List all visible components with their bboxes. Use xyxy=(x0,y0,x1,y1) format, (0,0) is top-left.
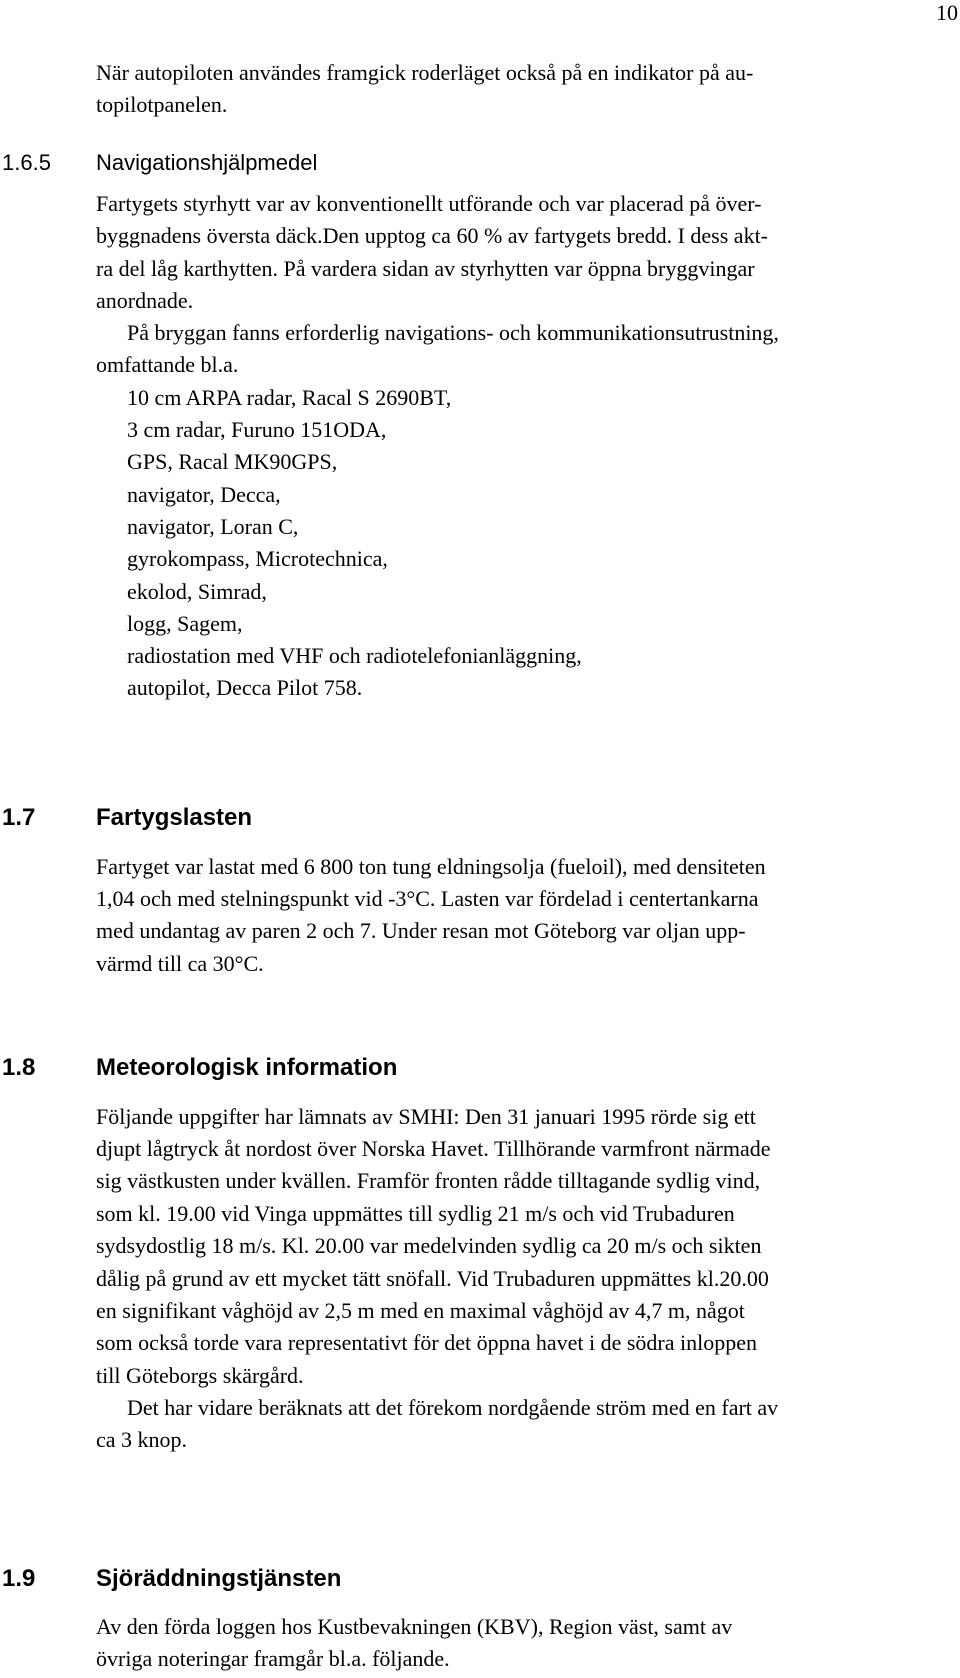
paragraph-line: till Göteborgs skärgård. xyxy=(96,1363,304,1388)
section-number-1-9: 1.9 xyxy=(2,1565,36,1592)
paragraph-line: sig västkusten under kvällen. Framför fronten rådde tilltagande sydlig vind, xyxy=(96,1168,761,1193)
paragraph-line: Av den förda loggen hos Kustbevakningen (KBV), Region väst, samt av xyxy=(96,1614,733,1639)
paragraph-line: anordnade. xyxy=(96,288,194,313)
section-number-1-7: 1.7 xyxy=(2,804,36,831)
paragraph-line: som kl. 19.00 vid Vinga uppmättes till sydlig 21 m/s och vid Trubaduren xyxy=(96,1201,735,1226)
section-number-1-6-5: 1.6.5 xyxy=(2,150,51,175)
section-number-1-8: 1.8 xyxy=(2,1054,36,1081)
paragraph-line: en signifikant våghöjd av 2,5 m med en maximal våghöjd av 4,7 m, något xyxy=(96,1298,745,1323)
equipment-list-item: navigator, Decca, xyxy=(127,482,281,507)
paragraph-line: övriga noteringar framgår bl.a. följande. xyxy=(96,1646,450,1671)
section-title-1-9: Sjöräddningstjänsten xyxy=(96,1565,342,1592)
section-title-1-7: Fartygslasten xyxy=(96,804,253,831)
equipment-list-item: navigator, Loran C, xyxy=(127,514,299,539)
paragraph-line: byggnadens översta däck.Den upptog ca 60 % av fartygets bredd. I dess akt- xyxy=(96,223,769,248)
intro-line: topilotpanelen. xyxy=(96,92,228,117)
paragraph-line: med undantag av paren 2 och 7. Under resan mot Göteborg var oljan upp- xyxy=(96,918,746,943)
intro-line: När autopiloten användes framgick roderläget också på en indikator på au- xyxy=(96,60,754,85)
equipment-list-item: radiostation med VHF och radiotelefonianläggning, xyxy=(127,643,582,668)
section-title-1-6-5: Navigationshjälpmedel xyxy=(96,150,318,175)
equipment-list-item: 3 cm radar, Furuno 151ODA, xyxy=(127,417,387,442)
equipment-list-item: logg, Sagem, xyxy=(127,611,243,636)
section-title-1-8: Meteorologisk information xyxy=(96,1054,398,1081)
paragraph-line: Det har vidare beräknats att det förekom nordgående ström med en fart av xyxy=(127,1395,779,1420)
paragraph-line: ra del låg karthytten. På vardera sidan av styrhytten var öppna bryggvingar xyxy=(96,256,755,281)
page-number: 10 xyxy=(936,0,958,25)
paragraph-line: som också torde vara representativt för det öppna havet i de södra inloppen xyxy=(96,1330,757,1355)
equipment-list-item: GPS, Racal MK90GPS, xyxy=(127,449,338,474)
paragraph-line: Fartygets styrhytt var av konventionellt utförande och var placerad på över- xyxy=(96,191,762,216)
equipment-list-item: autopilot, Decca Pilot 758. xyxy=(127,675,363,700)
equipment-list-item: 10 cm ARPA radar, Racal S 2690BT, xyxy=(127,385,452,410)
equipment-list-item: gyrokompass, Microtechnica, xyxy=(127,546,388,571)
equipment-list-item: ekolod, Simrad, xyxy=(127,579,267,604)
paragraph-line: Fartyget var lastat med 6 800 ton tung eldningsolja (fueloil), med densiteten xyxy=(96,854,766,879)
paragraph-line: ca 3 knop. xyxy=(96,1427,188,1452)
paragraph-line: 1,04 och med stelningspunkt vid -3°C. Lasten var fördelad i centertankarna xyxy=(96,886,759,911)
paragraph-line: omfattande bl.a. xyxy=(96,352,239,377)
paragraph-line: På bryggan fanns erforderlig navigations- och kommunikationsutrustning, xyxy=(127,320,779,345)
paragraph-line: värmd till ca 30°C. xyxy=(96,951,264,976)
paragraph-line: Följande uppgifter har lämnats av SMHI: Den 31 januari 1995 rörde sig ett xyxy=(96,1104,756,1129)
paragraph-line: dålig på grund av ett mycket tätt snöfall. Vid Trubaduren uppmättes kl.20.00 xyxy=(96,1266,769,1291)
paragraph-line: djupt lågtryck åt nordost över Norska Havet. Tillhörande varmfront närmade xyxy=(96,1136,771,1161)
paragraph-line: sydsydostlig 18 m/s. Kl. 20.00 var medelvinden sydlig ca 20 m/s och sikten xyxy=(96,1233,762,1258)
